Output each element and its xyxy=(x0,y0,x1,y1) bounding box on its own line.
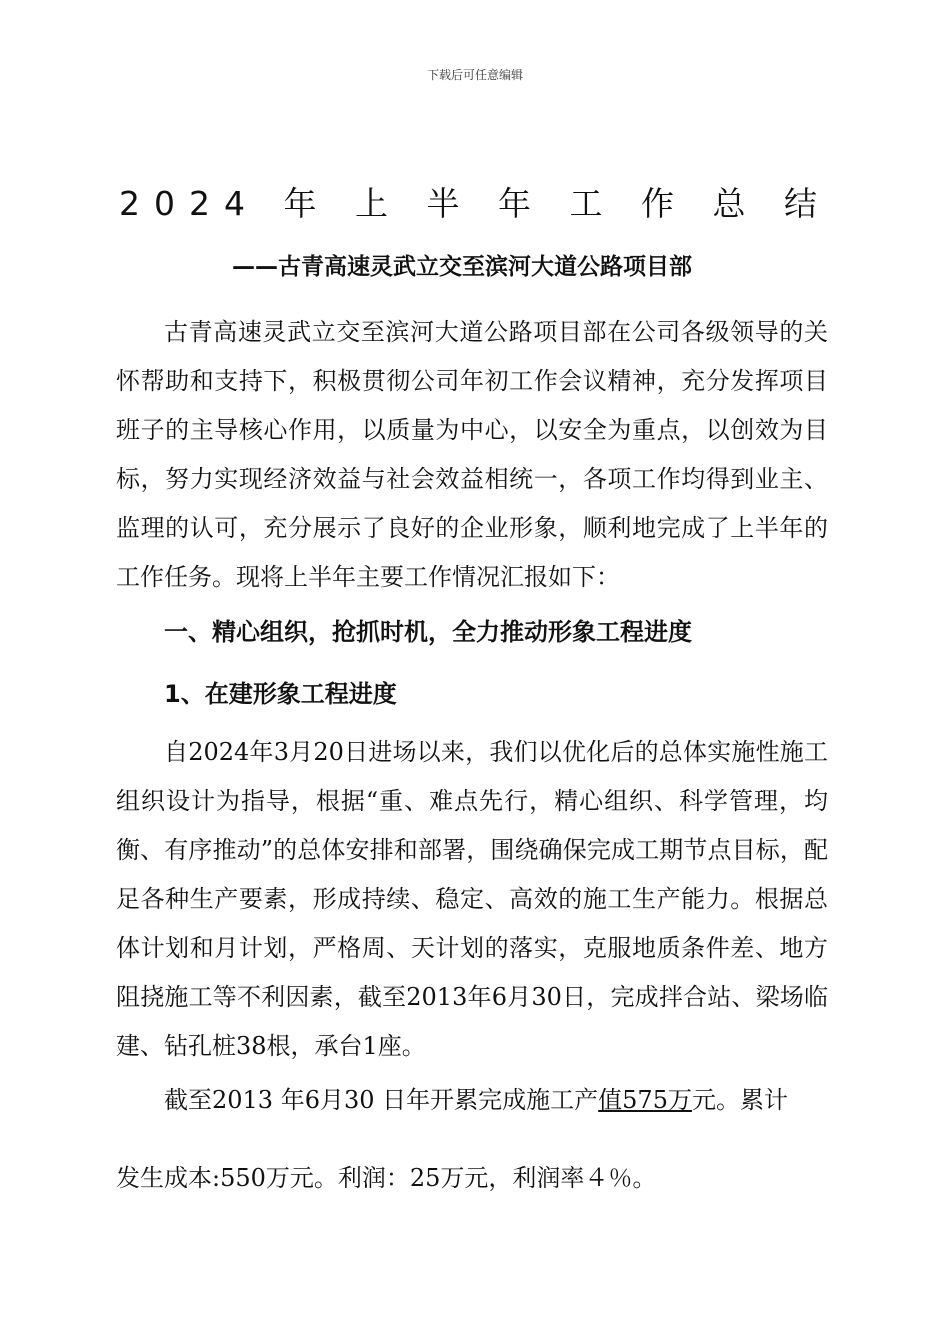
subsection-heading: 1、在建形象工程进度 xyxy=(164,680,397,708)
header-note: 下载后可任意编辑 xyxy=(426,68,523,82)
output-text-before: 截至2013 年6月30 日年开累完成施工产 xyxy=(164,1086,599,1114)
intro-paragraph: 古青高速灵武立交至滨河大道公路项目部在公司各级领导的关怀帮助和支持下，积极贯彻公司年初工作会议精神，充分发挥项目班子的主导核心作用，以质量为中心，以安全为重点，以创效为目标，努力实现经济效益与社会效益相统一，各项工作均得到业主、监理的认可，充分展示了良好的企业形象，顺利地完成了上半年的工作任务。现将上半年主要工作情况汇报如下： xyxy=(116,318,828,591)
output-value-underlined: 值575万 xyxy=(598,1086,692,1114)
page-subtitle: ——古青高速灵武立交至滨河大道公路项目部 xyxy=(232,254,692,280)
output-value-line xyxy=(164,1080,788,1115)
section-heading: 一、精心组织，抢抓时机，全力推动形象工程进度 xyxy=(164,618,692,646)
progress-paragraph: 自2024年3月20日进场以来，我们以优化后的总体实施性施工组织设计为指导，根据“重、难点先行，精心组织、科学管理，均衡、有序推动”的总体安排和部署，围绕确保完成工期节点目标，配足各种生产要素，形成持续、稳定、高效的施工生产能力。根据总体计划和月计划，严格周、天计划的落实，克服地质条件差、地方阻挠施工等不利因素，截至2013年6月30日，完成拌合站、梁场临建、钻孔桩38根，承台1座。 xyxy=(116,738,828,1060)
output-text-after: 元。累计 xyxy=(691,1086,788,1114)
page-title: 2024 年 上 半 年 工 作 总 结 xyxy=(119,184,831,223)
cost-profit-line: 发生成本:550万元。利润：25万元，利润率４％。 xyxy=(116,1164,657,1192)
